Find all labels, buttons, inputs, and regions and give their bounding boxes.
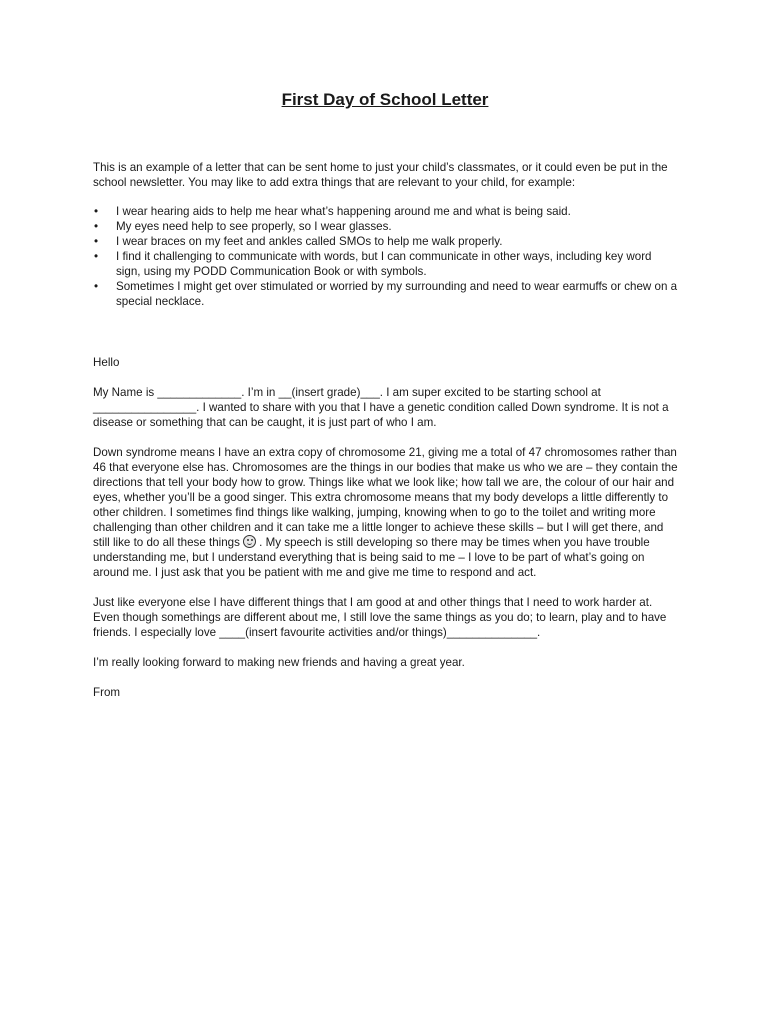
bullet-icon: • — [94, 220, 99, 233]
letter-paragraph-abilities: Just like everyone else I have different things that I am good at and other things that I need to work harder at. Even though somethings are different about me, I still love the same things as you do; to learn, play and to have friends. I especially love ____(insert favourite activities and/or things)______________. — [93, 596, 667, 639]
letter-paragraph-down-syndrome — [93, 445, 678, 580]
paragraph-text: Down syndrome means I have an extra copy of chromosome 21, giving me a total of 47 chromosomes rather than 46 that everyone else has. Chromosomes are the things in our bodies that make us who we are – they contain the directions that tell your body how to grow. Things like what we look like; how tall we are, the colour of our hair and eyes, whether you’ll be a good singer. This extra chromosome means that my body develops a little differently to other children. I sometimes find things like walking, jumping, knowing when to go to the toilet and writing more challenging than other children and it can take me a little longer to achieve these skills – but I will get there, and still like to do all these things — [93, 446, 678, 549]
bullet-text: My eyes need help to see properly, so I wear glasses. — [116, 220, 392, 233]
letter-paragraph-closing: I’m really looking forward to making new friends and having a great year. — [93, 656, 465, 669]
bullet-icon: • — [94, 205, 99, 218]
bullet-text: Sometimes I might get over stimulated or worried by my surrounding and need to wear earmuffs or chew on a special necklace. — [116, 280, 678, 308]
document-title: First Day of School Letter — [281, 90, 489, 109]
example-bullet-list — [93, 204, 678, 309]
bullet-icon: • — [94, 280, 99, 293]
bullet-item — [93, 234, 678, 249]
bullet-item — [93, 279, 678, 309]
paragraph-text: . My speech is still developing so there may be times when you have trouble understanding me, but I understand everything that is being said to me – I love to be part of what’s going on around me. I just ask that you be patient with me and give me time to respond and act. — [93, 536, 650, 579]
letter-body — [93, 160, 678, 700]
bullet-text: I wear braces on my feet and ankles called SMOs to help me walk properly. — [116, 235, 503, 248]
intro-paragraph: This is an example of a letter that can be sent home to just your child’s classmates, or it could even be put in the school newsletter. You may like to add extra things that are relevant to your child, for example: — [93, 161, 668, 189]
bullet-item — [93, 249, 678, 279]
bullet-text: I find it challenging to communicate with words, but I can communicate in other ways, including key word sign, using my PODD Communication Book or with symbols. — [116, 250, 652, 278]
bullet-item — [93, 219, 678, 234]
sign-off: From — [93, 686, 121, 699]
letter-paragraph-intro: My Name is _____________. I’m in __(insert grade)___. I am super excited to be starting school at ________________. I wanted to share with you that I have a genetic condition called Down syndrome. It is not a disease or something that can be caught, it is just part of who I am. — [93, 386, 669, 429]
greeting: Hello — [93, 356, 120, 369]
smiley-face-icon — [243, 535, 256, 548]
bullet-item — [93, 204, 678, 219]
bullet-icon: • — [94, 250, 99, 263]
bullet-text: I wear hearing aids to help me hear what’s happening around me and what is being said. — [116, 205, 571, 218]
bullet-icon: • — [94, 235, 99, 248]
